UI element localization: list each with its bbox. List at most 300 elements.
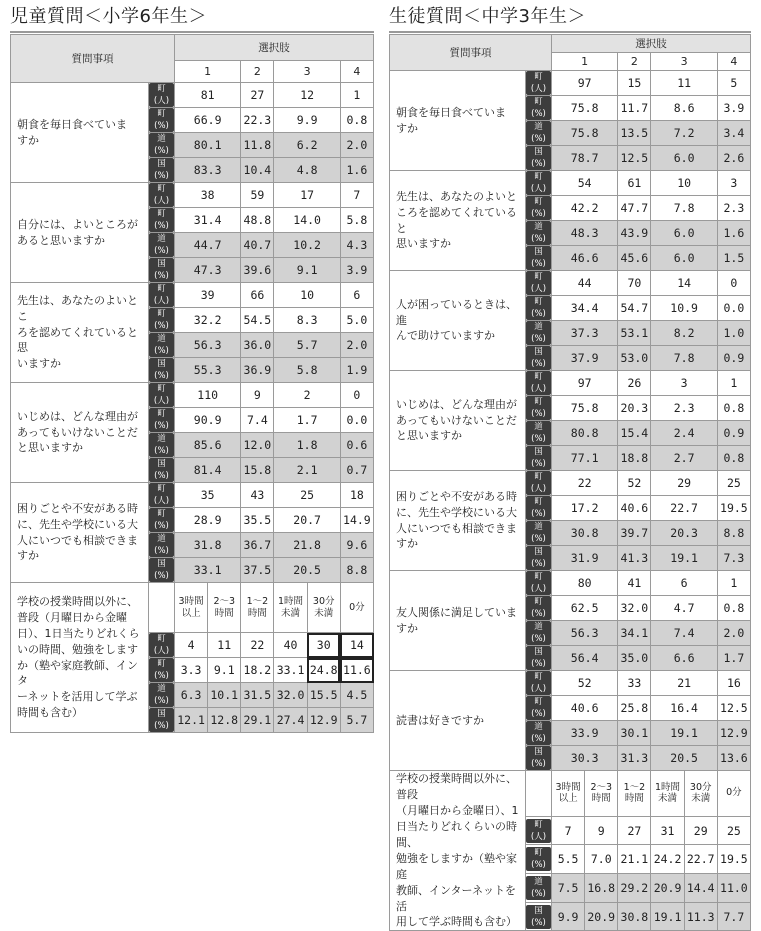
value-cell: 34.1 bbox=[618, 621, 651, 646]
stat-tag-label: 町(%) bbox=[149, 408, 174, 432]
value-cell: 52 bbox=[618, 471, 651, 496]
choice-column-1: 1 bbox=[175, 61, 241, 83]
question-text: 先生は、あなたのよいと ころを認めてくれていると 思いますか bbox=[390, 171, 526, 271]
time-option-label: 3時間 以上 bbox=[175, 583, 208, 633]
value-cell: 0.8 bbox=[717, 596, 750, 621]
question-text: 学校の授業時間以外に、普段 （月曜日から金曜日）、1 日当たりどれくらいの時間、 勉強をしますか（塾や家庭 教師、インターネットを活 用して学ぶ時間も含む） bbox=[390, 771, 526, 931]
value-cell: 31.5 bbox=[241, 683, 274, 708]
value-cell: 9.1 bbox=[274, 258, 340, 283]
stat-tag-label: 道(%) bbox=[526, 321, 551, 345]
value-cell: 110 bbox=[175, 383, 241, 408]
stat-tag bbox=[149, 383, 175, 408]
value-cell: 37.3 bbox=[552, 321, 618, 346]
stat-tag-label: 町(%) bbox=[526, 196, 551, 220]
value-cell: 66 bbox=[241, 283, 274, 308]
value-cell: 70 bbox=[618, 271, 651, 296]
stat-tag bbox=[526, 521, 552, 546]
value-cell: 13.6 bbox=[717, 746, 750, 771]
value-cell: 29.2 bbox=[618, 874, 651, 903]
value-cell: 15.5 bbox=[307, 683, 340, 708]
value-cell: 35.5 bbox=[241, 508, 274, 533]
value-cell: 2.1 bbox=[274, 458, 340, 483]
value-cell: 6.6 bbox=[651, 646, 717, 671]
stat-tag bbox=[526, 546, 552, 571]
value-cell: 2.7 bbox=[651, 446, 717, 471]
question-text: 困りごとや不安がある時 に、先生や学校にいる大 人にいつでも相談できま すか bbox=[11, 483, 149, 583]
value-cell: 28.9 bbox=[175, 508, 241, 533]
value-cell: 31.4 bbox=[175, 208, 241, 233]
value-cell: 25.8 bbox=[618, 696, 651, 721]
value-cell: 6 bbox=[340, 283, 373, 308]
time-option-label: 2～3 時間 bbox=[585, 771, 618, 817]
value-cell: 33.9 bbox=[552, 721, 618, 746]
value-cell: 14.9 bbox=[340, 508, 373, 533]
value-cell: 43.9 bbox=[618, 221, 651, 246]
value-cell: 12.5 bbox=[717, 696, 750, 721]
stat-tag-label: 町(%) bbox=[526, 296, 551, 320]
stat-tag-label: 町(人) bbox=[526, 471, 551, 495]
value-cell: 15.4 bbox=[618, 421, 651, 446]
stat-tag bbox=[149, 433, 175, 458]
stat-tag bbox=[526, 271, 552, 296]
value-cell: 22.3 bbox=[241, 108, 274, 133]
value-cell: 3.9 bbox=[340, 258, 373, 283]
value-cell: 1.6 bbox=[340, 158, 373, 183]
stat-tag-label: 町(人) bbox=[526, 271, 551, 295]
stat-tag bbox=[526, 845, 552, 874]
value-cell: 6.0 bbox=[651, 221, 717, 246]
stat-tag bbox=[149, 533, 175, 558]
value-cell: 77.1 bbox=[552, 446, 618, 471]
value-cell: 9.9 bbox=[274, 108, 340, 133]
value-cell: 15 bbox=[618, 71, 651, 96]
value-cell: 81.4 bbox=[175, 458, 241, 483]
value-cell: 97 bbox=[552, 71, 618, 96]
value-cell: 9.9 bbox=[552, 902, 585, 931]
value-cell: 44 bbox=[552, 271, 618, 296]
stat-tag bbox=[526, 371, 552, 396]
value-cell: 41 bbox=[618, 571, 651, 596]
elementary-panel bbox=[10, 0, 374, 733]
value-cell: 21.1 bbox=[618, 845, 651, 874]
value-cell: 1.7 bbox=[274, 408, 340, 433]
value-cell: 80.1 bbox=[175, 133, 241, 158]
stat-tag-label: 道(%) bbox=[526, 876, 551, 900]
value-cell: 0.7 bbox=[340, 458, 373, 483]
title-underline bbox=[10, 31, 374, 33]
question-text: いじめは、どんな理由が あってもいけないことだ と思いますか bbox=[390, 371, 526, 471]
stat-tag bbox=[526, 671, 552, 696]
stat-tag bbox=[149, 333, 175, 358]
stat-tag-label: 町(人) bbox=[149, 183, 174, 207]
stat-tag-label: 町(%) bbox=[149, 208, 174, 232]
value-cell: 2.3 bbox=[717, 196, 750, 221]
value-cell: 11.7 bbox=[618, 96, 651, 121]
stat-tag bbox=[149, 133, 175, 158]
value-cell: 32.2 bbox=[175, 308, 241, 333]
value-cell: 16.4 bbox=[651, 696, 717, 721]
value-cell: 25 bbox=[717, 471, 750, 496]
stat-tag bbox=[526, 171, 552, 196]
value-cell: 47.3 bbox=[175, 258, 241, 283]
value-cell: 22 bbox=[552, 471, 618, 496]
value-cell: 20.9 bbox=[651, 874, 684, 903]
value-cell: 5 bbox=[717, 71, 750, 96]
value-cell: 7.7 bbox=[717, 902, 750, 931]
value-cell: 30.1 bbox=[618, 721, 651, 746]
value-cell: 32.0 bbox=[274, 683, 307, 708]
stat-tag bbox=[526, 446, 552, 471]
stat-tag bbox=[149, 483, 175, 508]
question-text: 友人関係に満足していま すか bbox=[390, 571, 526, 671]
value-cell: 48.3 bbox=[552, 221, 618, 246]
value-cell: 62.5 bbox=[552, 596, 618, 621]
junior-table bbox=[389, 34, 751, 931]
time-option-label: 30分 未満 bbox=[684, 771, 717, 817]
choice-column-4: 4 bbox=[340, 61, 373, 83]
stat-tag-label: 町(人) bbox=[149, 633, 174, 657]
value-cell: 31.3 bbox=[618, 746, 651, 771]
stat-tag-label: 道(%) bbox=[149, 233, 174, 257]
value-cell: 26 bbox=[618, 371, 651, 396]
time-option-label: 2～3 時間 bbox=[208, 583, 241, 633]
stat-tag-label: 町(人) bbox=[149, 383, 174, 407]
value-cell: 39 bbox=[175, 283, 241, 308]
value-cell: 33.1 bbox=[175, 558, 241, 583]
value-cell: 35 bbox=[175, 483, 241, 508]
question-text: 自分には、よいところが あると思いますか bbox=[11, 183, 149, 283]
value-cell: 54 bbox=[552, 171, 618, 196]
value-cell: 4.7 bbox=[651, 596, 717, 621]
value-cell: 12 bbox=[274, 83, 340, 108]
value-cell: 2.3 bbox=[651, 396, 717, 421]
value-cell: 16 bbox=[717, 671, 750, 696]
value-cell: 0.8 bbox=[340, 108, 373, 133]
stat-tag-label: 国(%) bbox=[526, 905, 551, 929]
value-cell: 1.7 bbox=[717, 646, 750, 671]
stat-tag bbox=[526, 121, 552, 146]
value-cell: 2 bbox=[274, 383, 340, 408]
value-cell: 75.8 bbox=[552, 121, 618, 146]
stat-tag bbox=[526, 296, 552, 321]
choice-column-3: 3 bbox=[274, 61, 340, 83]
value-cell: 14.4 bbox=[684, 874, 717, 903]
value-cell: 8.8 bbox=[717, 521, 750, 546]
value-cell: 44.7 bbox=[175, 233, 241, 258]
value-cell: 7.8 bbox=[651, 196, 717, 221]
value-cell: 9.1 bbox=[208, 658, 241, 683]
value-cell: 0 bbox=[717, 271, 750, 296]
value-cell: 6.3 bbox=[175, 683, 208, 708]
time-option-label: 30分 未満 bbox=[307, 583, 340, 633]
stat-tag bbox=[526, 321, 552, 346]
stat-tag bbox=[526, 346, 552, 371]
stat-tag-label: 町(人) bbox=[526, 819, 551, 843]
value-cell: 15.8 bbox=[241, 458, 274, 483]
value-cell: 25 bbox=[717, 816, 750, 845]
stat-tag bbox=[149, 658, 175, 683]
stat-tag bbox=[526, 621, 552, 646]
stat-tag-label: 町(人) bbox=[149, 283, 174, 307]
value-cell: 75.8 bbox=[552, 396, 618, 421]
value-cell: 40.7 bbox=[241, 233, 274, 258]
value-cell: 7.2 bbox=[651, 121, 717, 146]
value-cell: 19.1 bbox=[651, 546, 717, 571]
value-cell: 56.3 bbox=[175, 333, 241, 358]
value-cell: 3.3 bbox=[175, 658, 208, 683]
value-cell: 13.5 bbox=[618, 121, 651, 146]
value-cell: 1.0 bbox=[717, 321, 750, 346]
value-cell: 21 bbox=[651, 671, 717, 696]
value-cell: 46.6 bbox=[552, 246, 618, 271]
value-cell: 12.9 bbox=[717, 721, 750, 746]
choice-column-1: 1 bbox=[552, 53, 618, 71]
value-cell: 36.9 bbox=[241, 358, 274, 383]
value-cell: 0.6 bbox=[340, 433, 373, 458]
stat-tag-label: 町(人) bbox=[149, 483, 174, 507]
stat-tag-label: 国(%) bbox=[526, 646, 551, 670]
value-cell: 10.4 bbox=[241, 158, 274, 183]
value-cell: 6.2 bbox=[274, 133, 340, 158]
value-cell: 53.0 bbox=[618, 346, 651, 371]
header-question-label: 質問事項 bbox=[11, 35, 175, 83]
header-choices-label: 選択肢 bbox=[552, 35, 751, 53]
value-cell: 54.7 bbox=[618, 296, 651, 321]
value-cell: 40.6 bbox=[552, 696, 618, 721]
stat-tag-label: 町(人) bbox=[526, 671, 551, 695]
value-cell: 43 bbox=[241, 483, 274, 508]
question-text: いじめは、どんな理由が あってもいけないことだ と思いますか bbox=[11, 383, 149, 483]
stat-tag-label: 町(%) bbox=[526, 96, 551, 120]
stat-tag-label: 国(%) bbox=[149, 358, 174, 382]
value-cell: 85.6 bbox=[175, 433, 241, 458]
stat-tag-label: 道(%) bbox=[149, 683, 174, 707]
value-cell: 30 bbox=[307, 633, 340, 658]
value-cell: 1.9 bbox=[340, 358, 373, 383]
stat-tag bbox=[526, 696, 552, 721]
value-cell: 22 bbox=[241, 633, 274, 658]
value-cell: 5.0 bbox=[340, 308, 373, 333]
stat-tag-label: 町(%) bbox=[149, 658, 174, 682]
value-cell: 20.5 bbox=[651, 746, 717, 771]
value-cell: 5.8 bbox=[274, 358, 340, 383]
value-cell: 83.3 bbox=[175, 158, 241, 183]
elementary-table bbox=[10, 34, 374, 733]
value-cell: 11.3 bbox=[684, 902, 717, 931]
stat-tag-label: 国(%) bbox=[149, 258, 174, 282]
value-cell: 18.2 bbox=[241, 658, 274, 683]
stat-tag-label: 町(%) bbox=[149, 308, 174, 332]
stat-tag bbox=[526, 396, 552, 421]
value-cell: 31.9 bbox=[552, 546, 618, 571]
stat-tag bbox=[526, 196, 552, 221]
value-cell: 10 bbox=[651, 171, 717, 196]
stat-tag-label: 国(%) bbox=[149, 558, 174, 582]
value-cell: 11 bbox=[651, 71, 717, 96]
stat-tag bbox=[526, 71, 552, 96]
value-cell: 7.3 bbox=[717, 546, 750, 571]
value-cell: 7 bbox=[340, 183, 373, 208]
stat-tag-label: 道(%) bbox=[149, 333, 174, 357]
value-cell: 7.5 bbox=[552, 874, 585, 903]
value-cell: 36.7 bbox=[241, 533, 274, 558]
value-cell: 39.6 bbox=[241, 258, 274, 283]
value-cell: 8.3 bbox=[274, 308, 340, 333]
stat-tag-label: 国(%) bbox=[526, 146, 551, 170]
stat-tag-label: 町(人) bbox=[526, 171, 551, 195]
stat-tag-label: 町(%) bbox=[149, 508, 174, 532]
value-cell: 4.5 bbox=[340, 683, 373, 708]
stat-tag-label: 道(%) bbox=[149, 433, 174, 457]
value-cell: 12.8 bbox=[208, 708, 241, 733]
choice-column-2: 2 bbox=[241, 61, 274, 83]
stat-tag-label: 町(%) bbox=[526, 396, 551, 420]
value-cell: 8.8 bbox=[340, 558, 373, 583]
stat-tag bbox=[526, 221, 552, 246]
stat-tag bbox=[526, 421, 552, 446]
value-cell: 14 bbox=[651, 271, 717, 296]
time-option-label: 3時間 以上 bbox=[552, 771, 585, 817]
value-cell: 1.8 bbox=[274, 433, 340, 458]
value-cell: 66.9 bbox=[175, 108, 241, 133]
stat-tag bbox=[149, 508, 175, 533]
value-cell: 7.4 bbox=[651, 621, 717, 646]
stat-tag-label: 国(%) bbox=[149, 158, 174, 182]
value-cell: 38 bbox=[175, 183, 241, 208]
value-cell: 53.1 bbox=[618, 321, 651, 346]
time-option-label: 0分 bbox=[717, 771, 750, 817]
blank-cell bbox=[526, 771, 552, 817]
stat-tag-label: 国(%) bbox=[149, 458, 174, 482]
stat-tag bbox=[526, 746, 552, 771]
value-cell: 8.2 bbox=[651, 321, 717, 346]
value-cell: 10.1 bbox=[208, 683, 241, 708]
stat-tag-label: 町(人) bbox=[526, 571, 551, 595]
value-cell: 33.1 bbox=[274, 658, 307, 683]
stat-tag-label: 町(%) bbox=[526, 847, 551, 871]
stat-tag bbox=[526, 646, 552, 671]
value-cell: 12.5 bbox=[618, 146, 651, 171]
value-cell: 6.0 bbox=[651, 146, 717, 171]
value-cell: 52 bbox=[552, 671, 618, 696]
stat-tag bbox=[149, 83, 175, 108]
value-cell: 54.5 bbox=[241, 308, 274, 333]
stat-tag bbox=[526, 471, 552, 496]
value-cell: 36.0 bbox=[241, 333, 274, 358]
value-cell: 3.4 bbox=[717, 121, 750, 146]
value-cell: 20.5 bbox=[274, 558, 340, 583]
choice-column-3: 3 bbox=[651, 53, 717, 71]
time-option-label: 1～2 時間 bbox=[241, 583, 274, 633]
value-cell: 0.9 bbox=[717, 421, 750, 446]
stat-tag bbox=[149, 558, 175, 583]
stat-tag-label: 国(%) bbox=[149, 708, 174, 732]
value-cell: 12.0 bbox=[241, 433, 274, 458]
value-cell: 1.5 bbox=[717, 246, 750, 271]
value-cell: 4 bbox=[175, 633, 208, 658]
stat-tag-label: 町(人) bbox=[526, 371, 551, 395]
value-cell: 4.3 bbox=[340, 233, 373, 258]
value-cell: 22.7 bbox=[684, 845, 717, 874]
value-cell: 7.4 bbox=[241, 408, 274, 433]
value-cell: 19.1 bbox=[651, 721, 717, 746]
stat-tag-label: 国(%) bbox=[526, 246, 551, 270]
value-cell: 20.3 bbox=[651, 521, 717, 546]
value-cell: 32.0 bbox=[618, 596, 651, 621]
stat-tag bbox=[149, 458, 175, 483]
header-question-label: 質問事項 bbox=[390, 35, 552, 71]
time-option-label: 1時間 未満 bbox=[651, 771, 684, 817]
elementary-title: 児童質問＜小学6年生＞ bbox=[10, 0, 374, 34]
question-text: 困りごとや不安がある時 に、先生や学校にいる大 人にいつでも相談できま すか bbox=[390, 471, 526, 571]
choice-column-4: 4 bbox=[717, 53, 750, 71]
stat-tag-label: 国(%) bbox=[526, 346, 551, 370]
stat-tag-label: 道(%) bbox=[149, 533, 174, 557]
value-cell: 3 bbox=[651, 371, 717, 396]
value-cell: 24.8 bbox=[307, 658, 340, 683]
value-cell: 80 bbox=[552, 571, 618, 596]
value-cell: 12.9 bbox=[307, 708, 340, 733]
value-cell: 10.9 bbox=[651, 296, 717, 321]
stat-tag bbox=[149, 158, 175, 183]
value-cell: 40 bbox=[274, 633, 307, 658]
stat-tag bbox=[526, 721, 552, 746]
value-cell: 17.2 bbox=[552, 496, 618, 521]
value-cell: 19.1 bbox=[651, 902, 684, 931]
value-cell: 9 bbox=[585, 816, 618, 845]
value-cell: 47.7 bbox=[618, 196, 651, 221]
stat-tag bbox=[526, 902, 552, 931]
value-cell: 5.7 bbox=[340, 708, 373, 733]
value-cell: 20.7 bbox=[274, 508, 340, 533]
stat-tag bbox=[526, 496, 552, 521]
value-cell: 9.6 bbox=[340, 533, 373, 558]
value-cell: 61 bbox=[618, 171, 651, 196]
value-cell: 29.1 bbox=[241, 708, 274, 733]
stat-tag bbox=[526, 246, 552, 271]
value-cell: 56.4 bbox=[552, 646, 618, 671]
header-choices-label: 選択肢 bbox=[175, 35, 374, 61]
stat-tag-label: 町(%) bbox=[149, 108, 174, 132]
stat-tag bbox=[149, 233, 175, 258]
value-cell: 14.0 bbox=[274, 208, 340, 233]
value-cell: 24.2 bbox=[651, 845, 684, 874]
value-cell: 1 bbox=[717, 371, 750, 396]
value-cell: 11.8 bbox=[241, 133, 274, 158]
stat-tag-label: 国(%) bbox=[526, 746, 551, 770]
value-cell: 42.2 bbox=[552, 196, 618, 221]
value-cell: 9 bbox=[241, 383, 274, 408]
stat-tag bbox=[149, 208, 175, 233]
value-cell: 30.8 bbox=[618, 902, 651, 931]
value-cell: 6 bbox=[651, 571, 717, 596]
value-cell: 1 bbox=[717, 571, 750, 596]
value-cell: 14 bbox=[340, 633, 373, 658]
value-cell: 20.3 bbox=[618, 396, 651, 421]
value-cell: 4.8 bbox=[274, 158, 340, 183]
value-cell: 78.7 bbox=[552, 146, 618, 171]
value-cell: 1 bbox=[340, 83, 373, 108]
value-cell: 27 bbox=[618, 816, 651, 845]
value-cell: 31.8 bbox=[175, 533, 241, 558]
value-cell: 45.6 bbox=[618, 246, 651, 271]
stat-tag-label: 道(%) bbox=[149, 133, 174, 157]
junior-panel bbox=[389, 0, 751, 931]
stat-tag-label: 町(%) bbox=[526, 496, 551, 520]
value-cell: 39.7 bbox=[618, 521, 651, 546]
stat-tag bbox=[149, 183, 175, 208]
stat-tag bbox=[149, 283, 175, 308]
